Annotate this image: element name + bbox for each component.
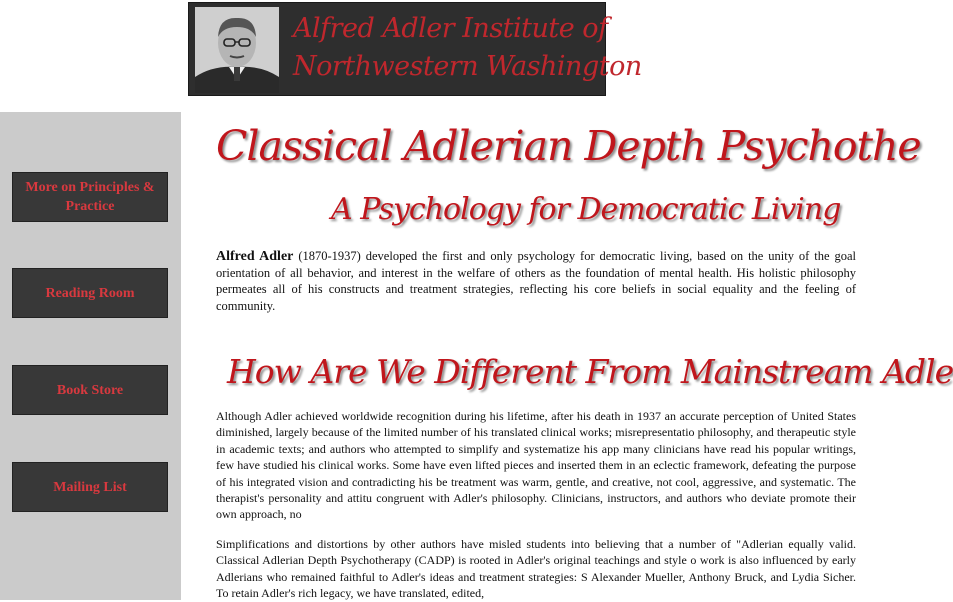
body-paragraph-2: Simplifications and distortions by other authors have misled students into believing that a number of "Adlerian equally valid. Classical Adlerian Depth Psychotherapy (CADP) is rooted in Adler's original teachings and style o work is also influenced by early Adlerians who remained faithful to Adler's ideas and treatment strategies: S Alexander Mueller, Anthony Bruck, and Lydia Sicher. To retain Adler's rich legacy, we have translated, edited, [216,537,856,601]
page-subtitle: A Psychology for Democratic Living [331,192,841,227]
nav-principles-practice[interactable]: More on Principles & Practice [12,172,168,222]
header-banner [188,2,642,96]
nav-reading-room[interactable]: Reading Room [12,268,168,318]
banner-title-line1: Alfred Adler Institute of [293,13,608,44]
main-content [181,112,953,601]
intro-text: (1870-1937) developed the first and only psychology for democratic living, based on the unity of the goal orientation of all behavior, and interest in the welfare of others as the foundation of mental health. His holistic philosophy permeates all of his constructs and treatment strategies, reflecting his core beliefs in social equality and the feeling of community. [216,249,856,313]
intro-paragraph [216,248,856,314]
portrait-photo [195,7,279,93]
body-paragraph-1: Although Adler achieved worldwide recognition during his lifetime, after his death in 1937 an accurate perception of United States diminished, largely because of the limited number of his translated clinical works; misrepresentatio philosophy, and therapeutic style in academic texts; and authors who attempted to simplify and systematize his app many clinicians have read his popular writings, few have studied his clinical works. Some have even lifted pieces and inserted them in an eclectic framework, defeating the purpose of his integrated vision and contradicting his be treatment was warm, gentle, and creative, not cool, aggressive, and systematic. The therapist's personality and attitu congruent with Adler's philosophy. Clinicians, instructors, and authors who deviate promote their own approach, no [216,409,856,522]
nav-book-store[interactable]: Book Store [12,365,168,415]
section-heading: How Are We Different From Mainstream Adle [227,352,953,391]
intro-lead: Alfred Adler [216,249,294,264]
banner-title-line2: Northwestern Washington [293,51,642,82]
sidebar [0,112,181,600]
nav-mailing-list[interactable]: Mailing List [12,462,168,512]
page-title: Classical Adlerian Depth Psychothe [216,122,921,170]
